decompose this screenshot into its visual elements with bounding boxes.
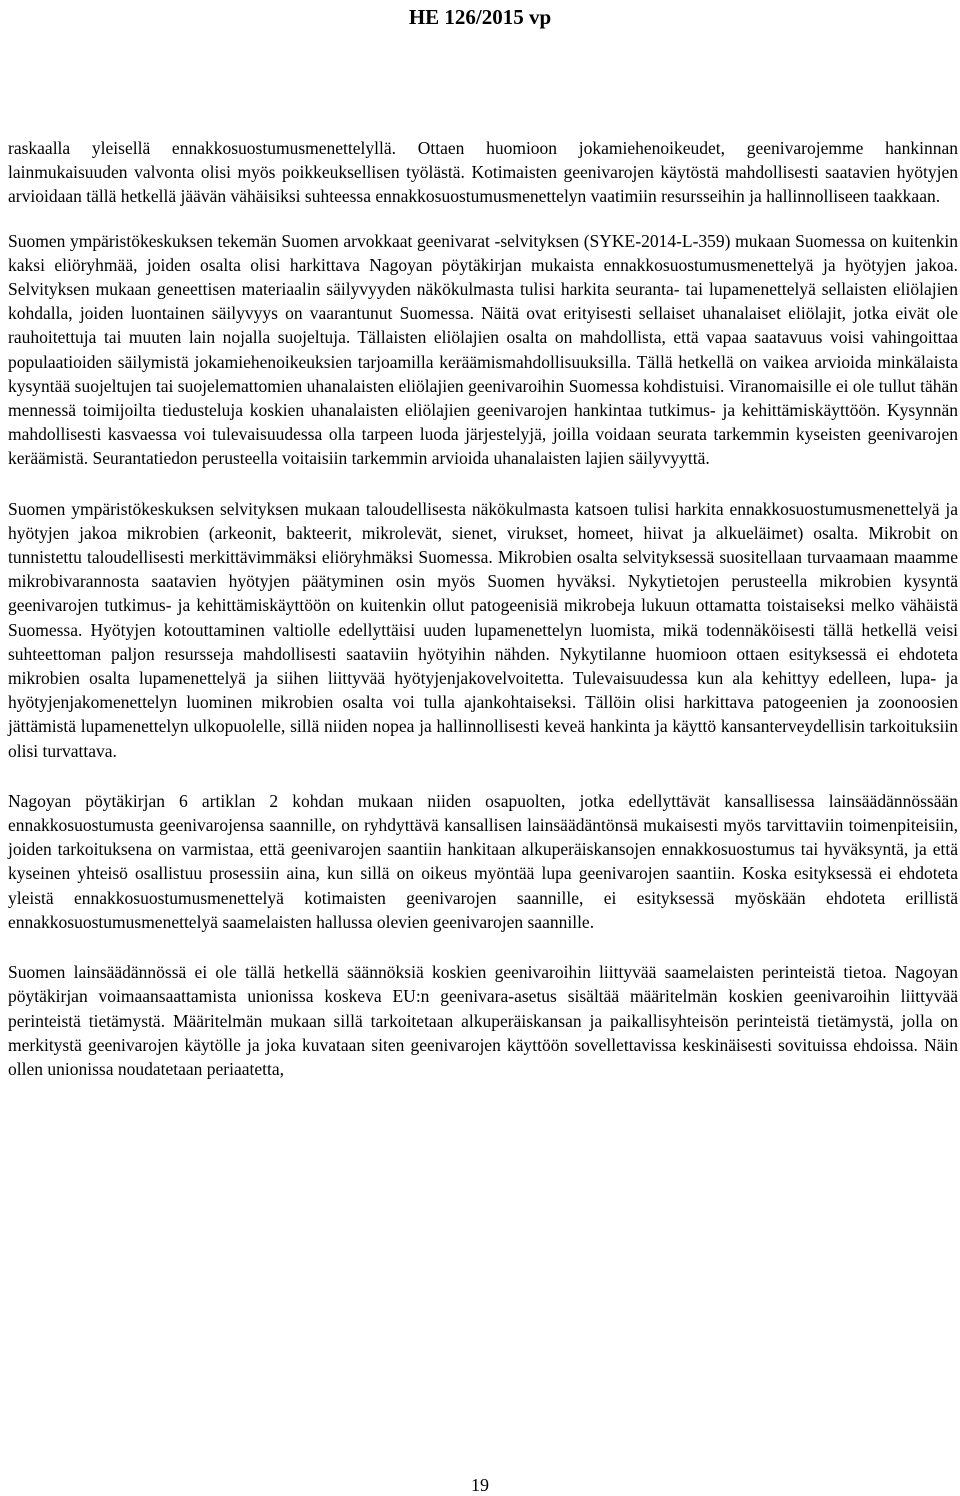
paragraph-1: raskaalla yleisellä ennakkosuostumusmenettelyllä. Ottaen huomioon jokamiehenoikeudet, geenivarojemme hankinnan lainmukaisuuden valvonta olisi myös poikkeuksellisen työlästä. Kotimaisten geenivarojen käytöstä mahdollisesti saatavien hyötyjen arvioidaan tällä hetkellä jäävän vähäisiksi suhteessa ennakkosuostumusmenettelyn vaatimiin resursseihin ja hallinnolliseen taakkaan. — [8, 138, 958, 207]
paragraph-4: Nagoyan pöytäkirjan 6 artiklan 2 kohdan mukaan niiden osapuolten, jotka edellyttävät kansallisessa lainsäädännössään ennakkosuostumusta geenivarojensa saannille, on ryhdyttävä kansallisen lainsäädäntönsä mukaisesti myös tarvittaviin toimenpiteisiin, joiden tarkoituksena on varmistaa, että geenivarojen saantiin hankitaan alkuperäiskansojen ennakkosuostumus tai hyväksyntä, ja että kyseinen yhteisö osallistuu prosessiin aina, kun sillä on oikeus myöntää lupa geenivarojen saantiin. Koska esityksessä ei ehdoteta yleistä ennakkosuostumusmenettelyä kotimaisten geenivarojen saannille, ei esityksessä myöskään ehdoteta erillistä ennakkosuostumusmenettelyä saamelaisten hallussa olevien geenivarojen saannille. — [8, 790, 958, 932]
document-body — [8, 136, 958, 1107]
page-number: 19 — [471, 1475, 489, 1495]
paragraph-3: Suomen ympäristökeskuksen selvityksen mukaan taloudellisesta näkökulmasta katsoen tulisi harkita ennakkosuostumusmenettelyä ja hyötyjen jakoa mikrobien (arkeonit, bakteerit, mikrolevät, sienet, virukset, homeet, hiivat ja alkueläimet) osalta. Mikrobit on tunnistettu taloudellisesti merkittävimmäksi eliöryhmäksi Suomessa. Mikrobien osalta selvityksessä suositellaan turvaamaan maamme mikrobivarannosta saatavien hyötyjen päätyminen osin myös Suomen hyväksi. Nykytietojen perusteella mikrobien kysyntä geenivarojen tutkimus- ja kehittämiskäyttöön on kuitenkin ollut patogeenisiä mikrobeja lukuun ottamatta toistaiseksi melko vähäistä Suomessa. Hyötyjen kotouttaminen valtiolle edellyttäisi uuden lupamenettelyn luomista, mikä todennäköisesti tällä hetkellä veisi suhteettoman paljon resursseja mahdollisesti saataviin hyötyihin nähden. Nykytilanne huomioon ottaen esityksessä ei ehdoteta mikrobien osalta lupamenettelyä ja siihen liittyvää hyötyjenjakovelvoitetta. Tulevaisuudessa kun ala kehittyy edelleen, lupa- ja hyötyjenjakomenettelyn luominen mikrobien osalta voi tulla ajankohtaiseksi. Tällöin olisi harkittava patogeenien ja zoonoosien jättämistä lupamenettelyn ulkopuolelle, sillä niiden nopea ja hallinnollisesti keveä hankinta ja käyttö kansanterveydellisin tarkoituksiin olisi turvattava. — [8, 498, 958, 761]
paragraph-5: Suomen lainsäädännössä ei ole tällä hetkellä säännöksiä koskien geenivaroihin liittyvää saamelaisten perinteistä tietoa. Nagoyan pöytäkirjan voimaansaattamista unionissa koskeva EU:n geenivara-asetus sisältää määritelmän koskien geenivaroihin liittyvää perinteistä tietämystä. Määritelmän mukaan sillä tarkoitetaan alkuperäiskansan ja paikallisyhteisön perinteistä tietämystä, jolla on merkitystä geenivarojen käytölle ja joka kuvataan siten geenivarojen käyttöön sovellettavissa keskinäisesti sovituissa ehdoissa. Näin ollen unionissa noudatetaan periaatetta, — [8, 962, 958, 1079]
paragraph-2: Suomen ympäristökeskuksen tekemän Suomen arvokkaat geenivarat -selvityksen (SYKE-2014-L-359) mukaan Suomessa on kuitenkin kaksi eliöryhmää, joiden osalta olisi harkittava Nagoyan pöytäkirjan mukaista ennakkosuostumusmenettelyä ja hyötyjen jakoa. Selvityksen mukaan geneettisen materiaalin säilyvyyden näkökulmasta tulisi harkita seuranta- tai lupamenettelyä sellaisten eliölajien kohdalla, joiden luontainen säilyvyys on vaarantunut Suomessa. Näitä ovat erityisesti sellaiset uhanalaiset eliölajit, jotka eivät ole rauhoitettuja tai muuten lain nojalla suojeltuja. Tällaisten eliölajien osalta on mahdollista, että vapaa saatavuus voisi vahingoittaa populaatioiden säilymistä jokamiehenoikeuksien tarjoamilla keräämismahdollisuuksilla. Tällä hetkellä on vaikea arvioida minkälaista kysyntää suojeltujen tai suojelemattomien uhanalaisten eliölajien geenivaroihin Suomessa kohdistuisi. Viranomaisille ei ole tullut tähän mennessä toimijoilta tiedusteluja koskien uhanalaisten eliölajien geenivarojen hankintaa tutkimus- ja kehittämiskäyttöön. Kysynnän mahdollisesti kasvaessa voi tulevaisuudessa olla tarpeen luoda järjestelyjä, joilla voidaan seurata tarkemmin kyseisten geenivarojen keräämistä. Seurantatiedon perusteella voitaisiin tarkemmin arvioida uhanalaisten lajien säilyvyyttä. — [8, 230, 958, 469]
document-header: HE 126/2015 vp — [408, 5, 552, 29]
